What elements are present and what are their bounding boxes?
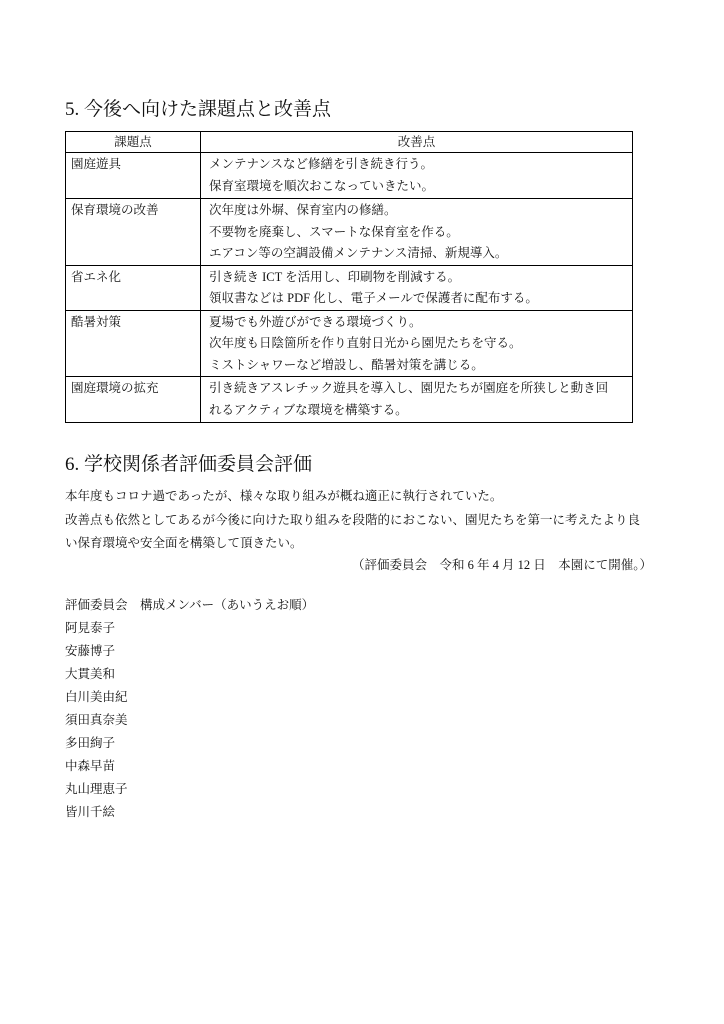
improvement-cell <box>201 199 633 266</box>
table-row <box>66 265 633 310</box>
issue-cell: 省エネ化 <box>66 265 201 310</box>
improvement-line: 引き続き ICT を活用し、印刷物を削減する。 <box>209 269 461 284</box>
meeting-note: （評価委員会 令和 6 年 4 月 12 日 本園にて開催。） <box>351 558 652 572</box>
improvement-line: 領収書などは PDF 化し、電子メールで保護者に配布する。 <box>209 291 538 305</box>
table-row <box>66 310 633 377</box>
improvement-cell <box>201 377 633 423</box>
improvement-line: 次年度は外塀、保育室内の修繕。 <box>209 203 397 217</box>
member-name: 多田絢子 <box>65 736 116 750</box>
improvement-cell <box>201 153 633 199</box>
evaluation-paragraph <box>65 485 640 556</box>
member-name: 大貫美和 <box>65 667 116 681</box>
issue-cell: 保育環境の改善 <box>66 199 201 266</box>
table-row <box>66 377 633 423</box>
header-issue: 課題点 <box>66 132 201 153</box>
member-name: 須田真奈美 <box>65 713 128 727</box>
issue-cell: 酷暑対策 <box>66 310 201 377</box>
improvement-line: 保育室環境を順次おこなっていきたい。 <box>209 178 435 193</box>
improvement-line: 夏場でも外遊びができる環境づくり。 <box>209 314 422 329</box>
member-name: 中森早苗 <box>65 759 116 773</box>
section5-heading: 5. 今後へ向けた課題点と改善点 <box>65 99 332 120</box>
improvement-line: 引き続きアスレチック遊具を導入し、園児たちが園庭を所狭しと動き回 <box>209 381 609 395</box>
improvement-line: れるアクティブな環境を構築する。 <box>209 402 408 417</box>
improvement-line: メンテナンスなど修繕を引き続き行う。 <box>209 157 434 171</box>
member-name: 丸山理恵子 <box>65 782 128 796</box>
improvement-line: ミストシャワーなど増設し、酷暑対策を講じる。 <box>209 357 484 372</box>
paragraph-line: い保育環境や安全面を構築して頂きたい。 <box>65 536 303 550</box>
improvement-line: 不要物を廃棄し、スマートな保育室を作る。 <box>209 224 459 239</box>
table-row <box>66 199 633 266</box>
header-improvement: 改善点 <box>201 132 633 153</box>
improvement-table <box>65 131 633 423</box>
improvement-cell <box>201 310 633 377</box>
table-row <box>66 153 633 199</box>
member-list <box>65 594 314 824</box>
improvement-line: 次年度も日陰箇所を作り直射日光から園児たちを守る。 <box>209 336 522 350</box>
member-name: 皆川千絵 <box>65 805 116 819</box>
member-list-title: 評価委員会 構成メンバー（あいうえお順） <box>65 598 315 612</box>
member-name: 安藤博子 <box>65 644 116 658</box>
member-name: 阿見泰子 <box>65 621 116 635</box>
improvement-cell <box>201 265 633 310</box>
issue-cell: 園庭環境の拡充 <box>66 377 201 423</box>
paragraph-line: 本年度もコロナ過であったが、様々な取り組みが概ね適正に執行されていた。 <box>65 489 503 503</box>
improvement-line: エアコン等の空調設備メンテナンス清掃、新規導入。 <box>209 246 508 260</box>
issue-cell: 園庭遊具 <box>66 153 201 199</box>
table-header-row <box>66 132 633 153</box>
paragraph-line: 改善点も依然としてあるが今後に向けた取り組みを段階的におこない、園児たちを第一に考えたより良 <box>65 512 641 527</box>
section6-heading: 6. 学校関係者評価委員会評価 <box>65 454 313 475</box>
member-name: 白川美由紀 <box>65 690 128 704</box>
